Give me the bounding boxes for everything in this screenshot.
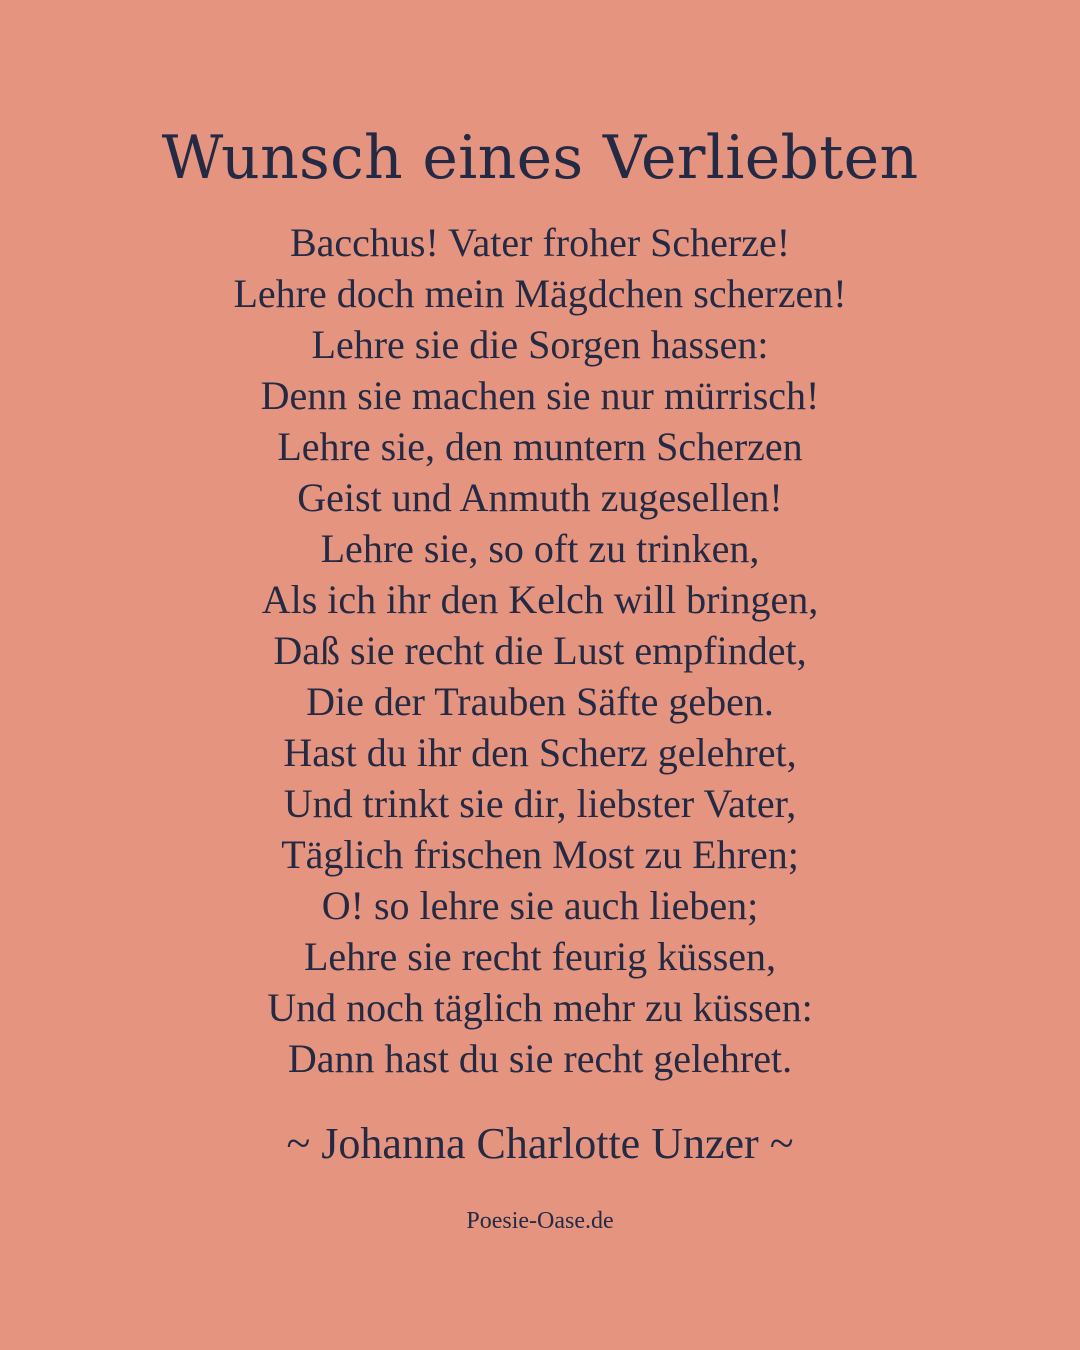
poem-line: Und noch täglich mehr zu küssen: (267, 985, 813, 1030)
poem-line: Lehre sie, so oft zu trinken, (320, 526, 760, 571)
poem-body (0, 217, 1080, 1084)
poem-line: Lehre sie die Sorgen hassen: (311, 322, 769, 367)
poem-line: Denn sie machen sie nur mürrisch! (260, 373, 820, 418)
poem-line: Und trinkt sie dir, liebster Vater, (283, 781, 797, 826)
poem-line: Als ich ihr den Kelch will bringen, (261, 577, 819, 622)
poem-line: O! so lehre sie auch lieben; (321, 883, 759, 928)
website-credit: Poesie-Oase.de (466, 1208, 614, 1234)
poem-line: Lehre doch mein Mägdchen scherzen! (233, 271, 847, 316)
poem-title: Wunsch eines Verliebten (161, 123, 919, 193)
poem-line: Hast du ihr den Scherz gelehret, (283, 730, 797, 775)
poem-author: ~ Johanna Charlotte Unzer ~ (286, 1119, 794, 1168)
poem-line: Daß sie recht die Lust empfindet, (273, 628, 807, 673)
poem-line: Geist und Anmuth zugesellen! (297, 475, 783, 520)
poem-line: Lehre sie, den muntern Scherzen (277, 424, 803, 469)
poem-line: Täglich frischen Most zu Ehren; (281, 832, 799, 877)
poem-line: Bacchus! Vater froher Scherze! (289, 220, 791, 265)
poem-line: Dann hast du sie recht gelehret. (287, 1036, 793, 1081)
poem-line: Die der Trauben Säfte geben. (306, 679, 774, 724)
poem-line: Lehre sie recht feurig küssen, (303, 934, 777, 979)
